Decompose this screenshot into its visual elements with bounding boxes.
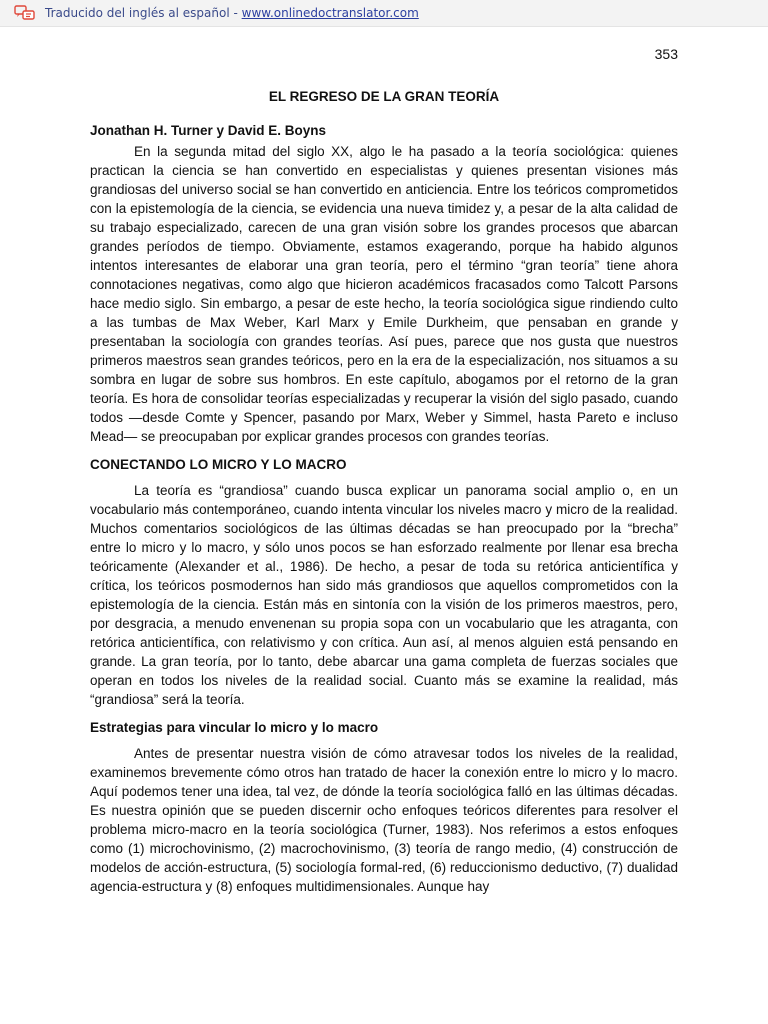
paragraph-strategies: Antes de presentar nuestra visión de cómo atravesar todos los niveles de la realidad, examinemos brevemente cómo otros han tratado de hacer la conexión entre lo micro y lo macro. Aquí podemos tener una idea, tal vez, de dónde la teoría sociológica falló en las últimas décadas. Es nuestra opinión que se pueden discernir ocho enfoques teóricos diferentes para resolver el problema micro-macro en la teoría sociológica (Turner, 1983). Nos referimos a estos enfoques como (1) microchovinismo, (2) macrochovinismo, (3) teoría de rango medio, (4) construcción de modelos de acción-estructura, (5) sociología formal-red, (6) reduccionismo deductivo, (7) dualidad agencia-estructura y (8) enfoques multidimensionales. Aunque hay: [90, 746, 678, 894]
translator-link[interactable]: www.onlinedoctranslator.com: [241, 6, 419, 20]
banner-text: Traducido del inglés al español -: [45, 6, 242, 20]
paragraph-intro: En la segunda mitad del siglo XX, algo le ha pasado a la teoría sociológica: quienes practican la ciencia se han convertido en especialistas y quienes presentan visiones más grandiosas del universo social se han convertido en anticiencia. Entre los teóricos comprometidos con la epistemología de la ciencia, se evidencia una nueva timidez y, a pesar de la alta calidad de su trabajo especializado, carecen de una gran visión sobre los grandes procesos que abarcan grandes períodos de tiempo. Obviamente, estamos exagerando, porque ha habido algunos intentos interesantes de elaborar una gran teoría, pero el término “gran teoría” tiene ahora connotaciones negativas, como algo que hicieron académicos fracasados como Talcott Parsons hace medio siglo. Sin embargo, a pesar de este hecho, la teoría sociológica sigue rindiendo culto a las tumbas de Max Weber, Karl Marx y Emile Durkheim, que pensaban en grande y presentaban la sociología con grandes teorías. Así pues, parece que nos gusta que nuestros primeros maestros sean grandes teóricos, pero en la era de la especialización, nos situamos a su sombra en lugar de sobre sus hombros. En este capítulo, abogamos por el retorno de la gran teoría. Es hora de consolidar teorías especializadas y recuperar la visión del siglo pasado, cuando todos —desde Comte y Spencer, pasando por Marx, Weber y Simmel, hasta Pareto e incluso Mead— se preocupaban por explicar grandes procesos con grandes teorías.: [90, 144, 678, 444]
subsection-heading-strategies: Estrategias para vincular lo micro y lo macro: [90, 720, 379, 735]
paragraph-grand-theory: La teoría es “grandiosa” cuando busca explicar un panorama social amplio o, en un vocabulario más contemporáneo, cuando intenta vincular los niveles macro y micro de la realidad. Muchos comentarios sociológicos de las últimas décadas se han preocupado por la “brecha” entre lo micro y lo macro, y sólo unos pocos se han esforzado realmente por llenar esa brecha teóricamente (Alexander et al., 1986). De hecho, a pesar de toda su retórica anticientífica y crítica, los teóricos posmodernos han sido más grandiosos que aquellos comprometidos con la epistemología de la ciencia. Están más en sintonía con la visión de los primeros maestros, pero, por desgracia, a menudo envenenan su propia sopa con un vocabulario que les atraganta, con retórica anticientífica, con relativismo y con crítica. Aun así, al menos alguien está pensando en grande. La gran teoría, por lo tanto, debe abarcar una gama completa de fuerzas sociales que operan en todos los niveles de la realidad social. Cuanto más se examine la realidad, más “grandiosa” será la teoría.: [90, 483, 678, 707]
document-page: [90, 40, 678, 896]
translation-banner: [0, 0, 768, 27]
translate-icon: [14, 5, 36, 21]
page-number: 353: [654, 46, 678, 62]
authors: Jonathan H. Turner y David E. Boyns: [90, 123, 327, 138]
section-heading-micro-macro: CONECTANDO LO MICRO Y LO MACRO: [90, 457, 347, 472]
document-title: EL REGRESO DE LA GRAN TEORÍA: [268, 89, 500, 104]
